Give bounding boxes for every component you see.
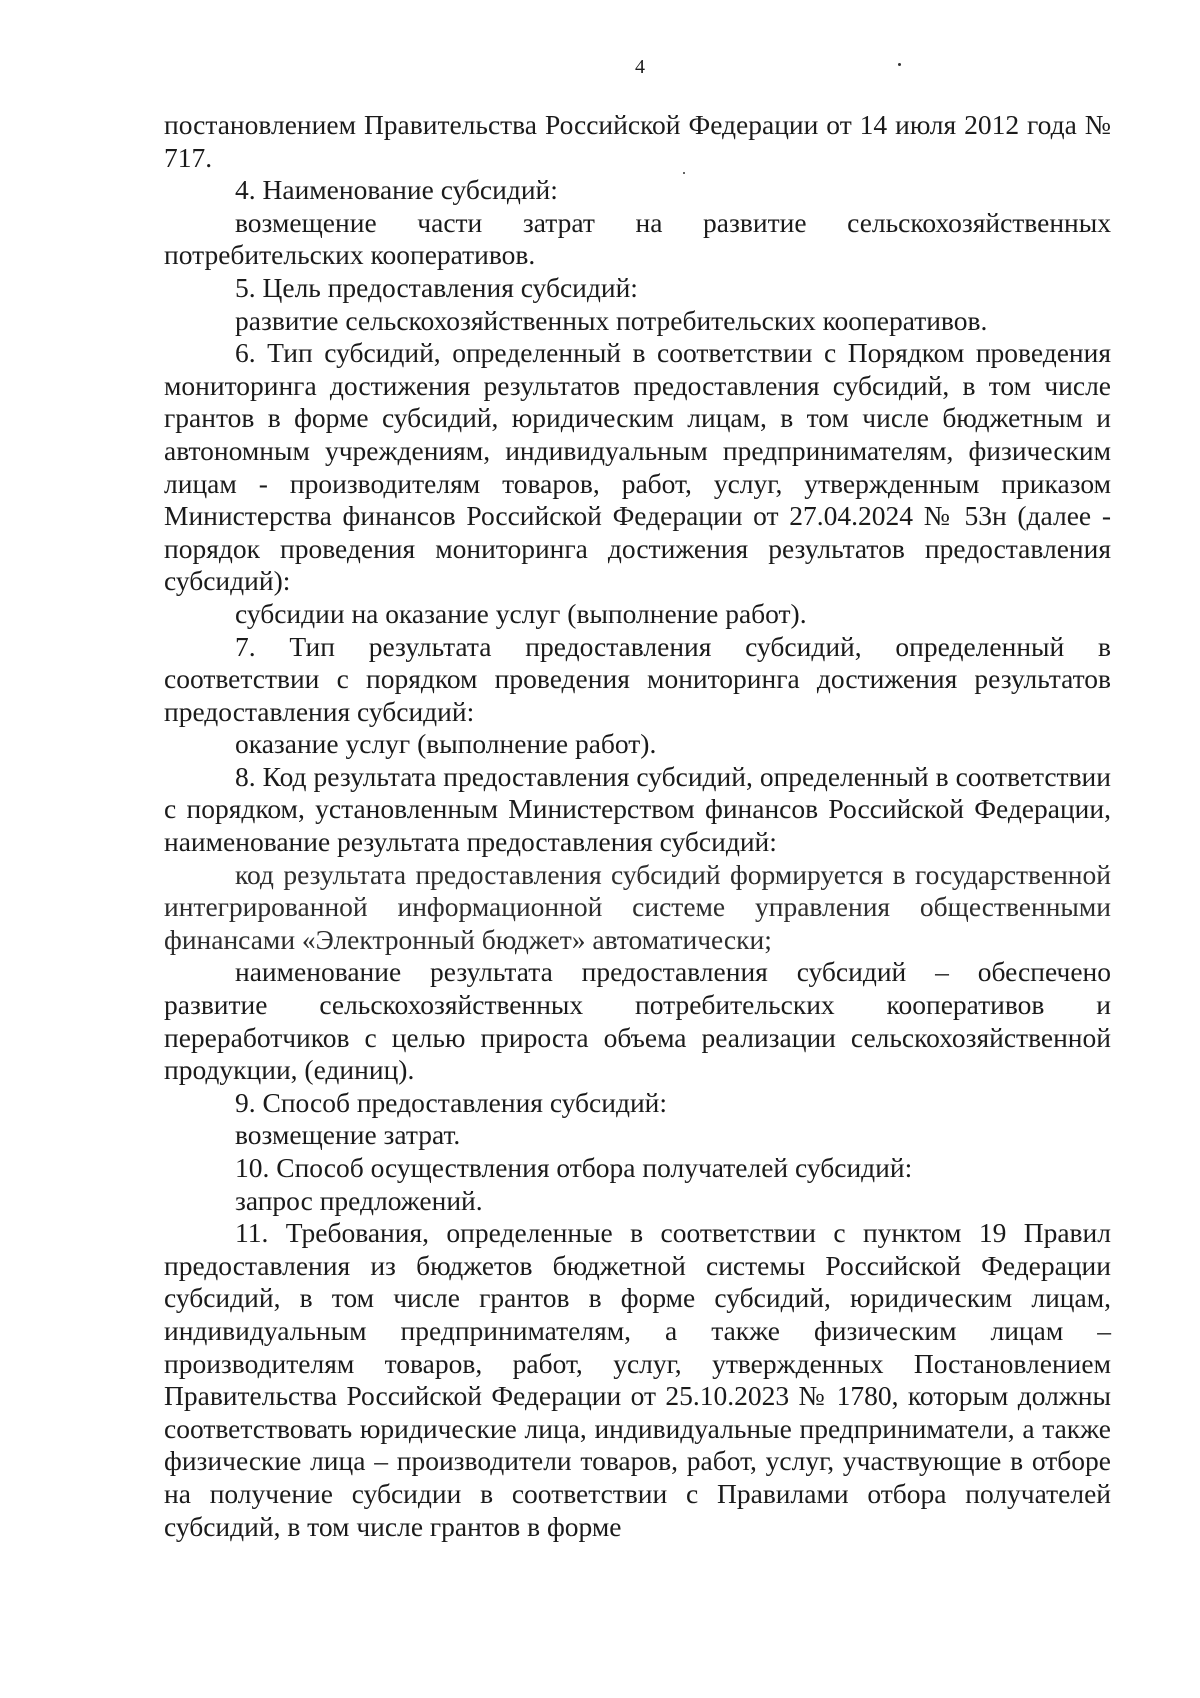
paragraph-item-8-name: наименование результата предоставления субсидий – обеспечено развитие сельскохозяйственных потребительских кооперативов и переработчиков с целью прироста объема реализации сельскохозяйственной продукции, (единиц).	[164, 956, 1111, 1086]
paragraph-item-4-value: возмещение части затрат на развитие сельскохозяйственных потребительских кооперативов.	[164, 206, 1111, 271]
paragraph-item-4-heading: 4. Наименование субсидий:	[235, 174, 558, 206]
paragraph-item-5-heading: 5. Цель предоставления субсидий:	[235, 271, 638, 303]
paragraph-continuation: постановлением Правительства Российской Федерации от 14 июля 2012 года № 717.	[164, 109, 1111, 173]
paragraph-item-8-heading: 8. Код результата предоставления субсидий, определенный в соответствии с порядком, установленным Министерством финансов Российской Федерации, наименование результата предоставления субсидий:	[164, 760, 1111, 858]
paragraph-item-9-heading: 9. Способ предоставления субсидий:	[235, 1086, 668, 1118]
paragraph-item-7-value: оказание услуг (выполнение работ).	[235, 728, 657, 760]
paragraph-item-10-heading: 10. Способ осуществления отбора получателей субсидий:	[235, 1152, 913, 1183]
scan-speck	[898, 63, 901, 66]
paragraph-item-9-value: возмещение затрат.	[235, 1119, 461, 1151]
paragraph-item-6-value: субсидии на оказание услуг (выполнение работ).	[235, 597, 807, 629]
paragraph-item-8-code: код результата предоставления субсидий формируется в государственной интегрированной информационной системе управления общественными финансами «Электронный бюджет» автоматически;	[164, 858, 1111, 955]
paragraph-item-6-heading: 6. Тип субсидий, определенный в соответствии с Порядком проведения мониторинга достижения результатов предоставления субсидий, в том числе грантов в форме субсидий, юридическим лицам, в том числе бюджетным и автономным учреждениям, индивидуальным предпринимателям, физическим лицам - производителям товаров, работ, услуг, утвержденным приказом Министерства финансов Российской Федерации от 27.04.2024 № 53н (далее - порядок проведения мониторинга достижения результатов предоставления субсидий):	[164, 337, 1111, 597]
paragraph-item-7-heading: 7. Тип результата предоставления субсидий, определенный в соответствии с порядком проведения мониторинга достижения результатов предоставления субсидий:	[164, 630, 1111, 727]
scan-speck	[683, 172, 685, 174]
page-number: 4	[635, 56, 645, 78]
paragraph-item-10-value: запрос предложений.	[235, 1184, 483, 1216]
paragraph-item-5-value: развитие сельскохозяйственных потребительских кооперативов.	[235, 304, 988, 336]
paragraph-item-11: 11. Требования, определенные в соответствии с пунктом 19 Правил предоставления из бюджетов бюджетной системы Российской Федерации субсидий, в том числе грантов в форме субсидий, юридическим лицам, индивидуальным предпринимателям, а также физическим лицам – производителям товаров, работ, услуг, утвержденных Постановлением Правительства Российской Федерации от 25.10.2023 № 1780, которым должны соответствовать юридические лица, индивидуальные предприниматели, а также физические лица – производители товаров, работ, услуг, участвующие в отборе на получение субсидии в соответствии с Правилами отбора получателей субсидий, в том числе грантов в форме	[164, 1217, 1111, 1542]
body-text	[164, 109, 1111, 1543]
